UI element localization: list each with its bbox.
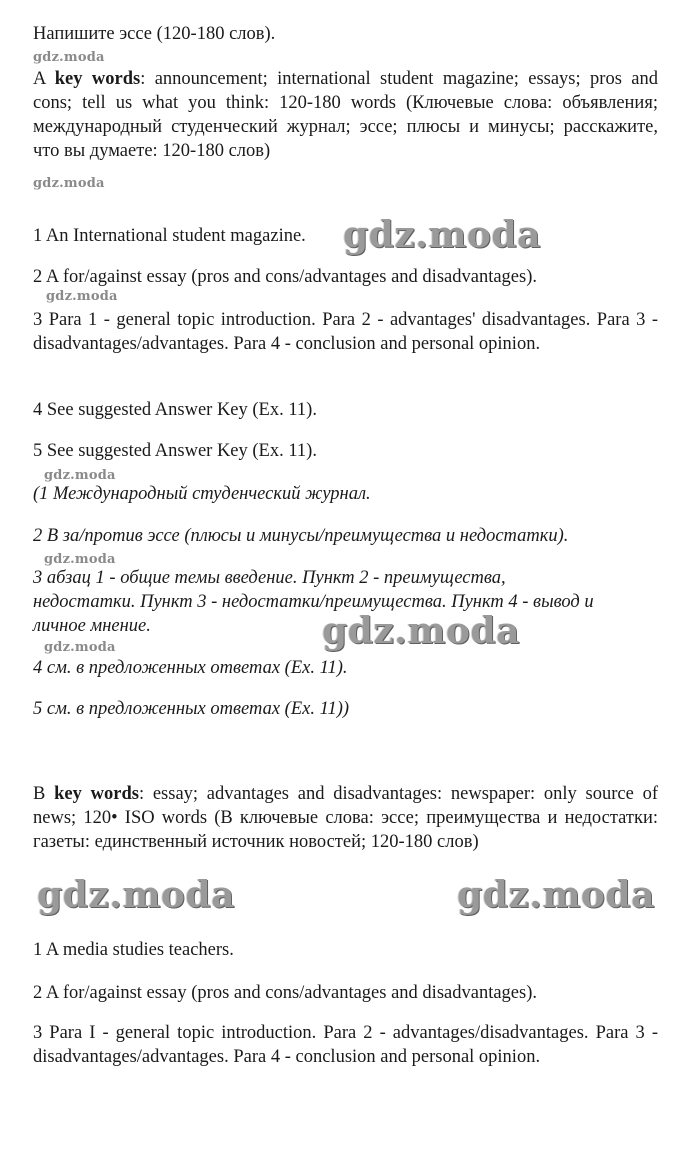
section-a-answer-en-1: 1 An International student magazine. — [33, 226, 306, 246]
section-b-answer-en-2: 2 A for/against essay (pros and cons/advantages and disadvantages). — [33, 983, 537, 1003]
watermark-small: gdz.moda — [33, 50, 105, 65]
watermark-large: gdz.moda — [322, 610, 520, 652]
watermark-large: gdz.moda — [457, 874, 655, 916]
section-b-answer-en-3: 3 Para I - general topic introduction. Para 2 - advantages/disadvantages. Para 3 - disadvantages/advantages. Para 4 - conclusion and personal opinion. — [33, 1023, 658, 1067]
section-a-key-words-text: : announcement; international student magazine; essays; pros and cons; tell us what you think: 120-180 words (Ключевые слова: объявления; международный студенческий журнал; эссе; плюсы и минусы; расскажите, что вы думаете: 120-180 слов) — [33, 69, 658, 161]
section-a-answer-ru-3: 3 абзац 1 - общие темы введение. Пункт 2 - преимущества, недостатки. Пункт 3 - недостатки/преимущества. Пункт 4 - вывод и личное мнение. — [33, 568, 594, 636]
section-b-key-words-text: : essay; advantages and disadvantages: newspaper: only source of news; 120• ISO words (В ключевые слова: эссе; преимущества и недостатки: газеты: единственный источник новостей; 120-180 слов) — [33, 784, 658, 852]
section-a-key-words-label: key words — [54, 69, 141, 89]
section-a-answer-ru-5: 5 см. в предложенных ответах (Ex. 11)) — [33, 699, 350, 719]
watermark-small: gdz.moda — [44, 640, 116, 655]
section-a-answer-en-5: 5 See suggested Answer Key (Ex. 11). — [33, 441, 317, 461]
section-b-key-words-label: key words — [54, 784, 139, 804]
watermark-small: gdz.moda — [44, 552, 116, 567]
section-a-answer-en-4: 4 See suggested Answer Key (Ex. 11). — [33, 400, 317, 420]
section-a-answer-en-2: 2 A for/against essay (pros and cons/advantages and disadvantages). — [33, 267, 537, 287]
section-a-answer-ru-1: (1 Международный студенческий журнал. — [33, 484, 371, 504]
section-a-key-words — [33, 67, 658, 163]
section-b-letter: B — [33, 784, 46, 804]
watermark-large: gdz.moda — [37, 874, 235, 916]
section-b-answer-en-1: 1 A media studies teachers. — [33, 940, 234, 960]
section-a-answer-ru-2: 2 В за/против эссе (плюсы и минусы/преимущества и недостатки). — [33, 526, 569, 546]
section-a-letter: A — [33, 69, 46, 89]
watermark-small: gdz.moda — [33, 176, 105, 191]
section-a-answer-en-3: 3 Para 1 - general topic introduction. Para 2 - advantages' disadvantages. Para 3 - disadvantages/advantages. Para 4 - conclusion and personal opinion. — [33, 310, 658, 354]
watermark-large: gdz.moda — [343, 214, 541, 256]
watermark-small: gdz.moda — [44, 468, 116, 483]
section-a-answer-ru-4: 4 см. в предложенных ответах (Ex. 11). — [33, 658, 348, 678]
section-b-key-words — [33, 782, 658, 854]
watermark-small: gdz.moda — [46, 289, 118, 304]
task-title: Напишите эссе (120-180 слов). — [33, 24, 276, 44]
